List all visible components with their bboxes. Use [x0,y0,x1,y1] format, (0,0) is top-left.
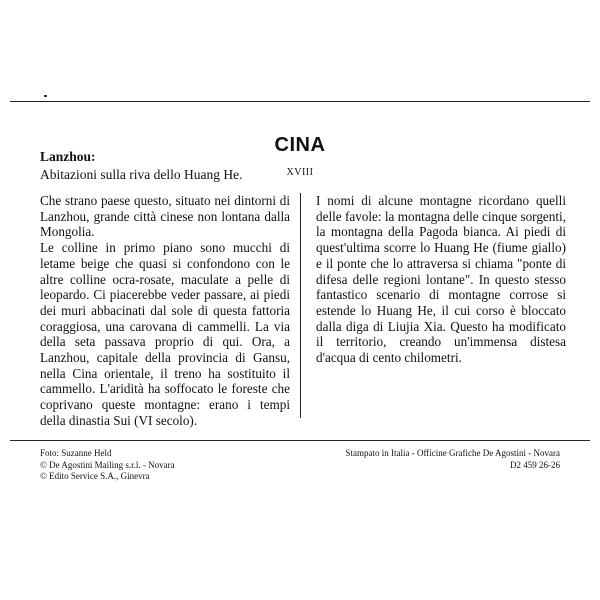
body-left-column [40,193,290,429]
top-rule [10,101,590,102]
photo-caption: Abitazioni sulla riva dello Huang He. [40,167,243,182]
printer-line: Stampato in Italia - Officine Grafiche De Agostini - Novara [345,448,560,458]
body-right-column [316,193,566,366]
catalog-code: D2 459 26-26 [510,459,560,470]
column-divider [300,193,301,418]
registration-mark [44,95,47,97]
page-title: CINA [274,134,326,156]
left-column-text: Che strano paese questo, situato nei dintorni di Lanzhou, grande città cinese non lontana dalla Mongolia. Le colline in primo piano sono mucchi di letame beige che quasi si confondono con le altre colline ocra-rosate, maculate a pelle di leopardo. Ci piacerebbe veder passare, ai piedi dei muri abbacinati dal sole di questa fattoria coraggiosa, una carovana di cammelli. La via della seta passava proprio di qui. Ora, a Lanzhou, capitale della provincia di Gansu, nella Cina orientale, il treno ha sostituito il cammello. L'aridità ha soffocato le foreste che coprivano queste montagne: erano i tempi della dinastia Sui (VI secolo). [40,193,290,428]
printer-info [345,448,560,471]
card-number: XVIII [286,167,314,178]
credit-line: Foto: Suzanne Held [40,448,112,458]
photo-credits [40,448,175,483]
credit-line: © De Agostini Mailing s.r.l. - Novara [40,459,175,470]
bottom-rule [10,440,590,441]
right-column-text: I nomi di alcune montagne ricordano quelli delle favole: la montagna delle cinque sorgenti, la montagna della Pagoda bianca. Ai piedi di quest'ultima scorre lo Huang He (fiume giallo) e il ponte che lo attraversa si chiama "ponte di difesa delle regioni lontane". In questo stesso fantastico scenario di montagne corrose si estende lo Huang He, il cui corso è bloccato dalla diga di Liujia Xia. Questo ha modificato il territorio, creando un'immensa distesa d'acqua di cento chilometri. [316,193,566,366]
place-heading: Lanzhou: [40,149,96,164]
credit-line: © Edito Service S.A., Ginevra [40,471,150,481]
